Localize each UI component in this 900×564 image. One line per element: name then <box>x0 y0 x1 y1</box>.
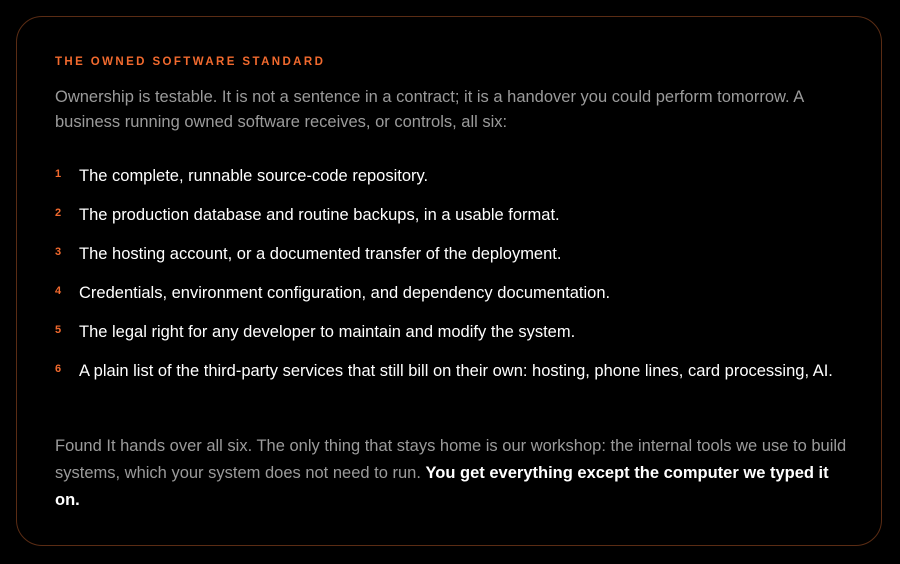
item-text: The legal right for any developer to maintain and modify the system. <box>79 323 576 341</box>
list-item <box>55 280 855 306</box>
closing-text: Found It hands over all six. The only thing that stays home is our workshop: the internal tools we use to build systems, which your system does not need to run. <box>55 437 847 482</box>
item-number: 1 <box>55 168 62 180</box>
item-text: Credentials, environment configuration, and dependency documentation. <box>79 284 611 302</box>
item-number: 6 <box>55 363 62 375</box>
section-eyebrow: THE OWNED SOFTWARE STANDARD <box>55 56 326 68</box>
owned-software-standard-card <box>16 16 882 546</box>
item-number: 3 <box>55 246 62 258</box>
item-number: 2 <box>55 207 62 219</box>
ownership-checklist <box>55 163 855 397</box>
item-number: 5 <box>55 324 62 336</box>
list-item <box>55 358 855 384</box>
item-number: 4 <box>55 285 62 297</box>
item-text: A plain list of the third-party services that still bill on their own: hosting, phone lines, card processing, AI. <box>79 362 833 380</box>
item-text: The hosting account, or a documented transfer of the deployment. <box>79 245 562 263</box>
item-text: The complete, runnable source-code repository. <box>79 167 429 185</box>
closing-paragraph <box>55 433 855 514</box>
list-item <box>55 163 855 189</box>
item-text: The production database and routine backups, in a usable format. <box>79 206 560 224</box>
list-item <box>55 202 855 228</box>
list-item <box>55 319 855 345</box>
list-item <box>55 241 855 267</box>
closing-emphasis: You get everything except the computer we typed it on. <box>55 464 829 509</box>
intro-paragraph: Ownership is testable. It is not a sentence in a contract; it is a handover you could perform tomorrow. A business running owned software receives, or controls, all six: <box>55 88 804 131</box>
